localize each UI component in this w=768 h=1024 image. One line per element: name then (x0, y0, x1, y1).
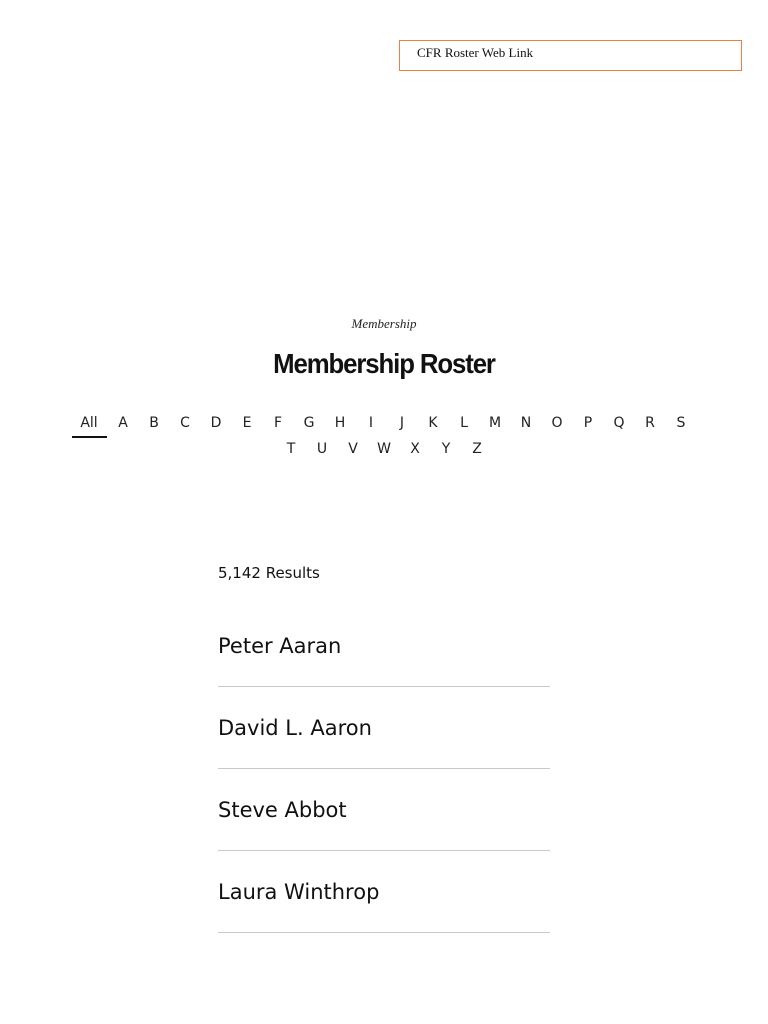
alpha-filter-g[interactable]: G (303, 415, 315, 431)
alpha-filter-d[interactable]: D (210, 415, 222, 431)
alpha-filter-m[interactable]: M (488, 415, 502, 431)
roster-item[interactable]: Steve Abbot (218, 770, 550, 851)
alpha-filter-v[interactable]: V (348, 441, 358, 457)
roster-item[interactable]: Peter Aaran (218, 606, 550, 687)
alpha-filter-r[interactable]: R (645, 415, 655, 431)
alpha-filter-t[interactable]: T (286, 441, 296, 457)
alpha-filter-p[interactable]: P (583, 415, 593, 431)
alpha-filter-n[interactable]: N (520, 415, 532, 431)
alpha-filter-i[interactable]: I (368, 415, 374, 431)
alpha-filter-e[interactable]: E (242, 415, 252, 431)
roster-item[interactable]: David L. Aaron (218, 688, 550, 769)
cfr-roster-web-link[interactable]: CFR Roster Web Link (399, 40, 742, 71)
alpha-filter-x[interactable]: X (410, 441, 420, 457)
alpha-filter-all[interactable]: All (72, 414, 107, 438)
alpha-filter-q[interactable]: Q (613, 415, 625, 431)
alpha-filter-s[interactable]: S (676, 415, 686, 431)
alphabet-filter-row-2 (0, 440, 768, 462)
section-eyebrow: Membership (351, 316, 417, 331)
alpha-filter-k[interactable]: K (428, 415, 438, 431)
alpha-filter-z[interactable]: Z (472, 441, 482, 457)
alpha-filter-h[interactable]: H (334, 415, 346, 431)
page-title: Membership Roster (273, 348, 495, 379)
alphabet-filter-row-1 (0, 414, 768, 438)
roster-list (218, 606, 550, 934)
alpha-filter-b[interactable]: B (149, 415, 159, 431)
alpha-filter-o[interactable]: O (551, 415, 563, 431)
results-count: 5,142 Results (218, 564, 320, 582)
alpha-filter-c[interactable]: C (180, 415, 190, 431)
roster-item[interactable]: Laura Winthrop (218, 852, 550, 933)
alpha-filter-f[interactable]: F (273, 415, 283, 431)
alpha-filter-l[interactable]: L (460, 415, 468, 431)
alpha-filter-u[interactable]: U (316, 441, 328, 457)
alpha-filter-j[interactable]: J (399, 415, 405, 431)
alpha-filter-y[interactable]: Y (441, 441, 451, 457)
alpha-filter-w[interactable]: W (377, 441, 391, 457)
alpha-filter-a[interactable]: A (118, 415, 128, 431)
